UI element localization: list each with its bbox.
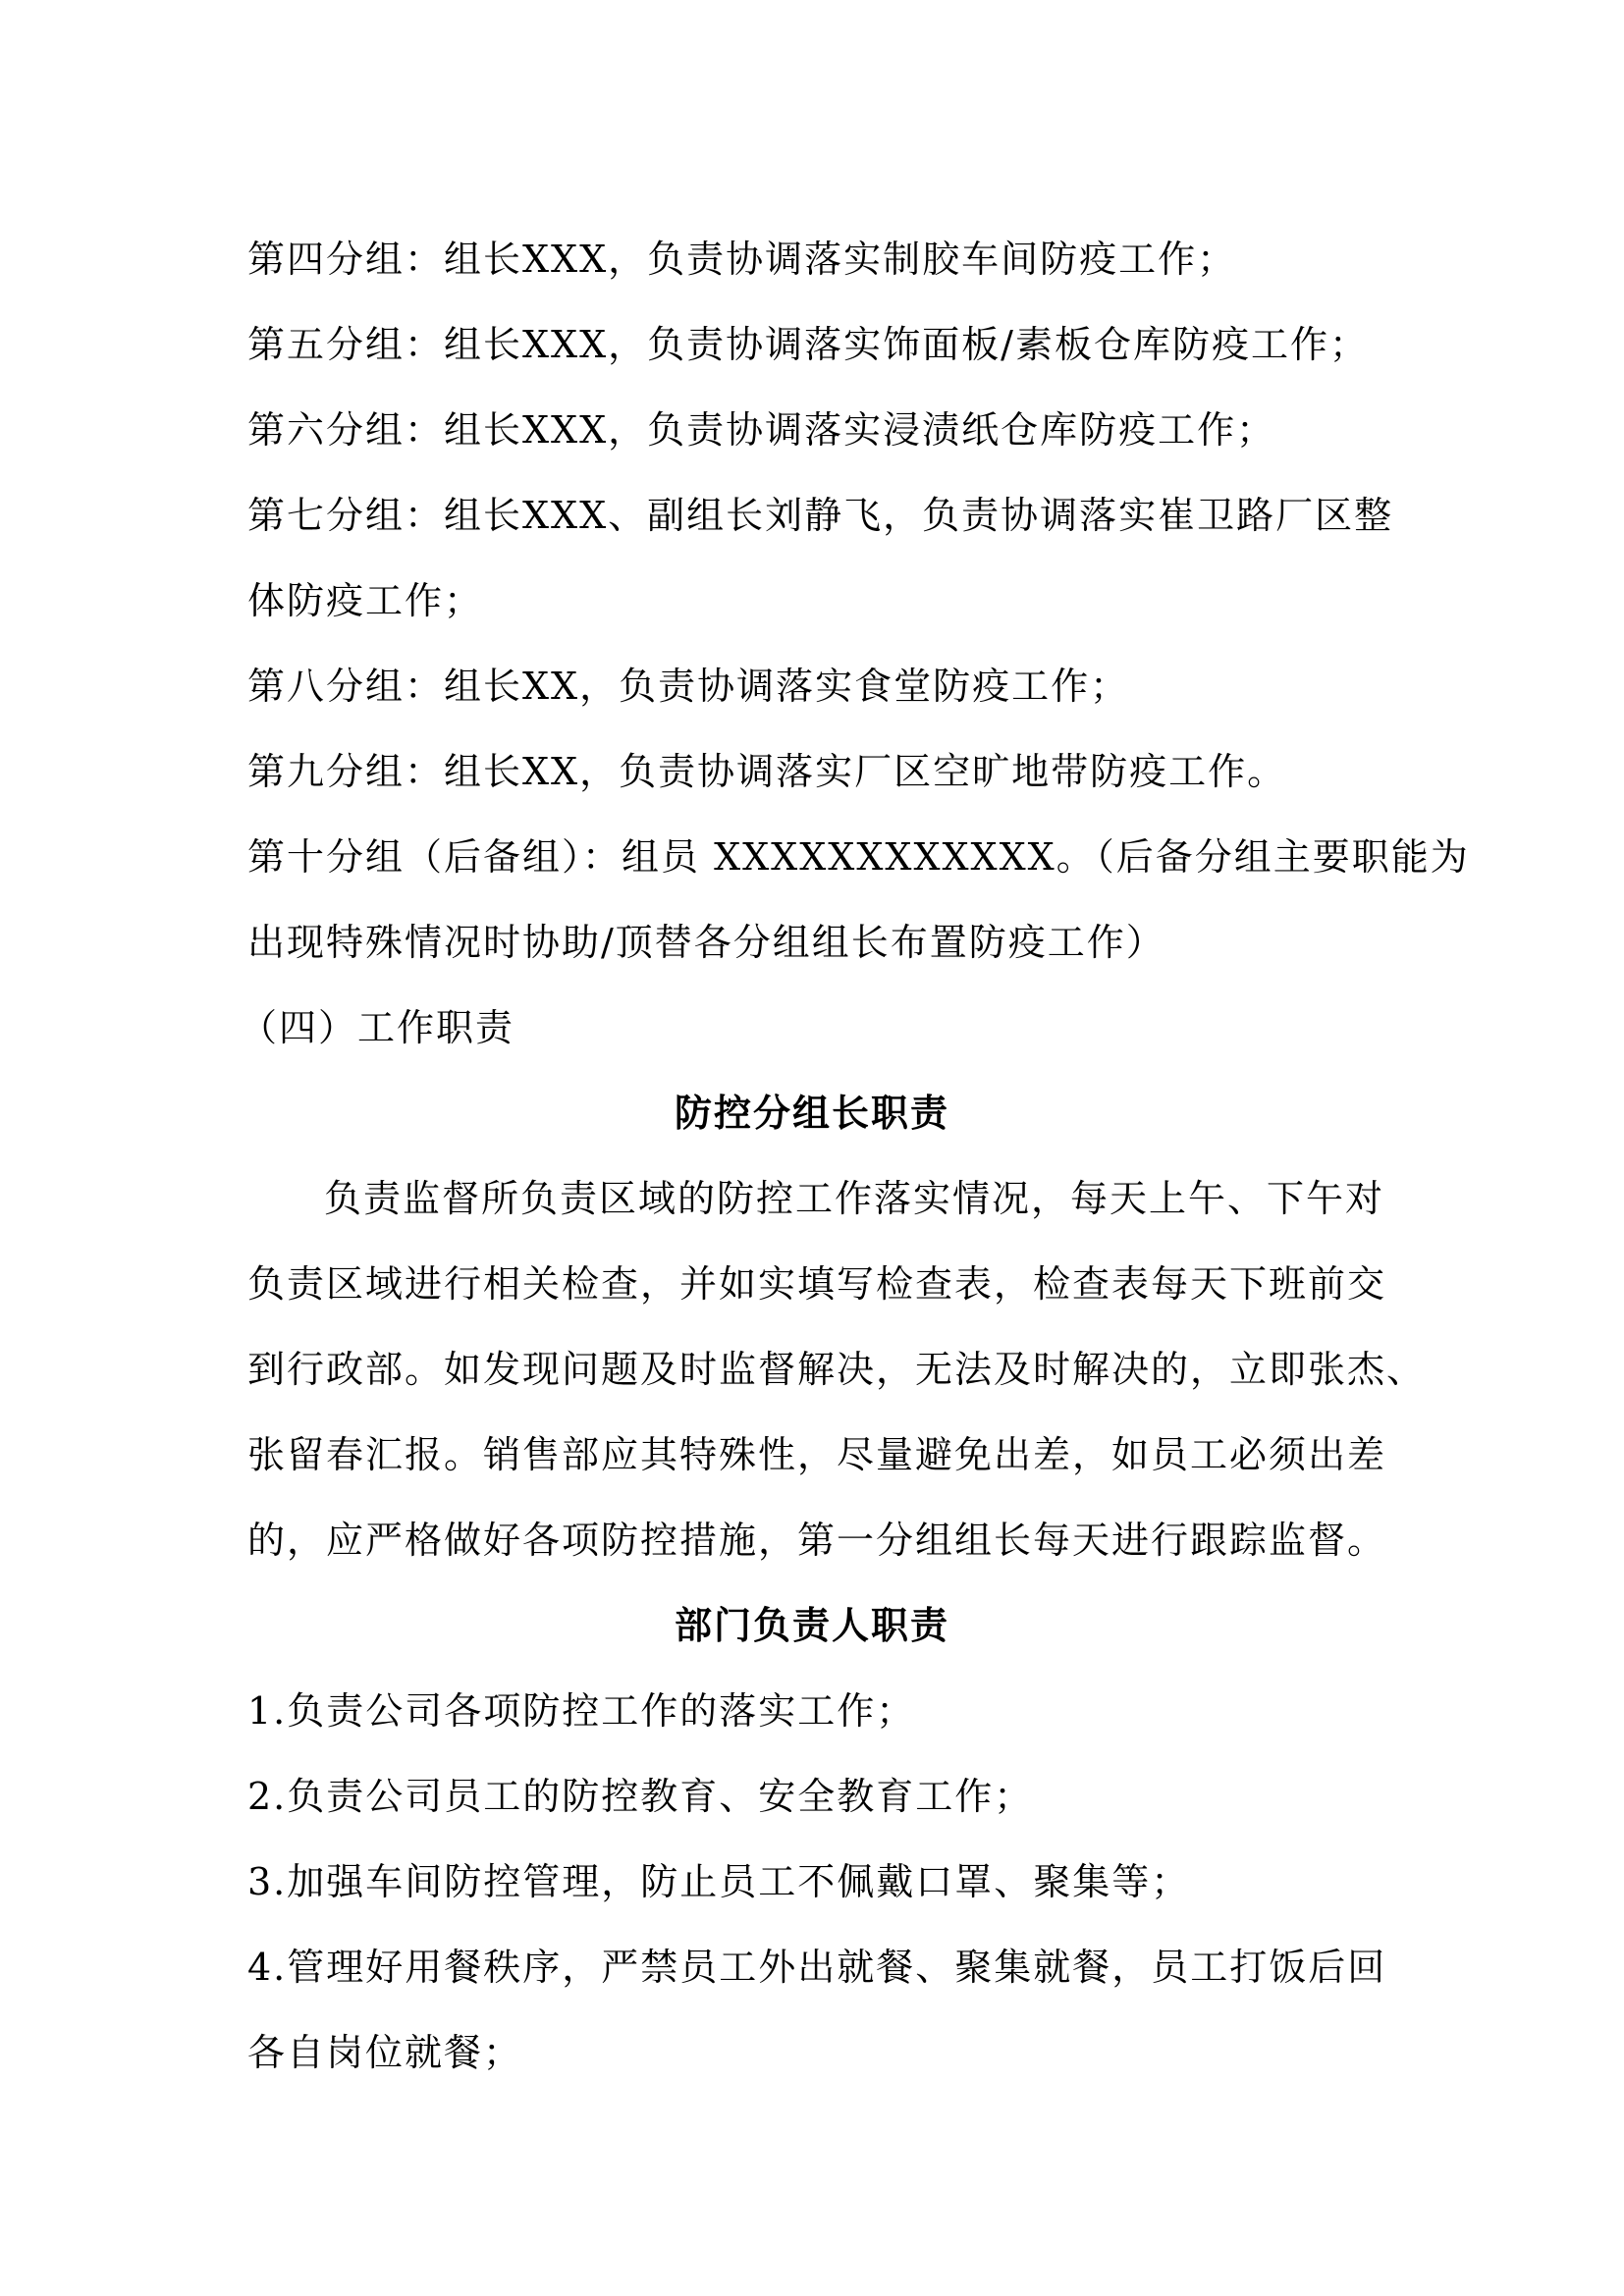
group-line-10-cont: 出现特殊情况时协助/顶替各分组组长布置防疫工作）	[247, 921, 1165, 964]
dept-duties-item: 各自岗位就餐；	[247, 2031, 523, 2074]
leader-duties-title: 防控分组长职责	[674, 1092, 949, 1135]
dept-duties-item: 2.负责公司员工的防控教育、安全教育工作；	[247, 1775, 1034, 1818]
dept-duties-title: 部门负责人职责	[674, 1604, 949, 1647]
dept-duties-item: 1.负责公司各项防控工作的落实工作；	[247, 1689, 916, 1733]
group-line-9: 第九分组：组长XX，负责协调落实厂区空旷地带防疫工作。	[247, 750, 1287, 793]
leader-duties-line: 负责区域进行相关检查，并如实填写检查表，检查表每天下班前交	[247, 1262, 1387, 1306]
leader-duties-line: 的，应严格做好各项防控措施，第一分组组长每天进行跟踪监督。	[247, 1519, 1387, 1562]
leader-duties-line: 张留春汇报。销售部应其特殊性，尽量避免出差，如员工必须出差	[247, 1433, 1387, 1476]
group-line-7-cont: 体防疫工作；	[247, 579, 484, 622]
group-line-4: 第四分组：组长XXX，负责协调落实制胶车间防疫工作；	[247, 238, 1237, 281]
group-line-8: 第八分组：组长XX，负责协调落实食堂防疫工作；	[247, 665, 1130, 708]
leader-duties-line: 负责监督所负责区域的防控工作落实情况，每天上午、下午对	[324, 1177, 1385, 1220]
group-line-10: 第十分组（后备组）：组员 XXXXXXXXXXXX。（后备分组主要职能为	[247, 835, 1470, 879]
group-line-6: 第六分组：组长XXX，负责协调落实浸渍纸仓库防疫工作；	[247, 408, 1276, 452]
group-line-7: 第七分组：组长XXX、副组长刘静飞，负责协调落实崔卫路厂区整	[247, 494, 1394, 537]
group-line-5: 第五分组：组长XXX，负责协调落实饰面板/素板仓库防疫工作；	[247, 323, 1369, 366]
leader-duties-line: 到行政部。如发现问题及时监督解决，无法及时解决的，立即张杰、	[247, 1348, 1427, 1391]
dept-duties-item: 4.管理好用餐秩序，严禁员工外出就餐、聚集就餐，员工打饭后回	[247, 1946, 1387, 1989]
dept-duties-item: 3.加强车间防控管理，防止员工不佩戴口罩、聚集等；	[247, 1860, 1191, 1903]
section-heading: （四）工作职责	[240, 1006, 515, 1049]
